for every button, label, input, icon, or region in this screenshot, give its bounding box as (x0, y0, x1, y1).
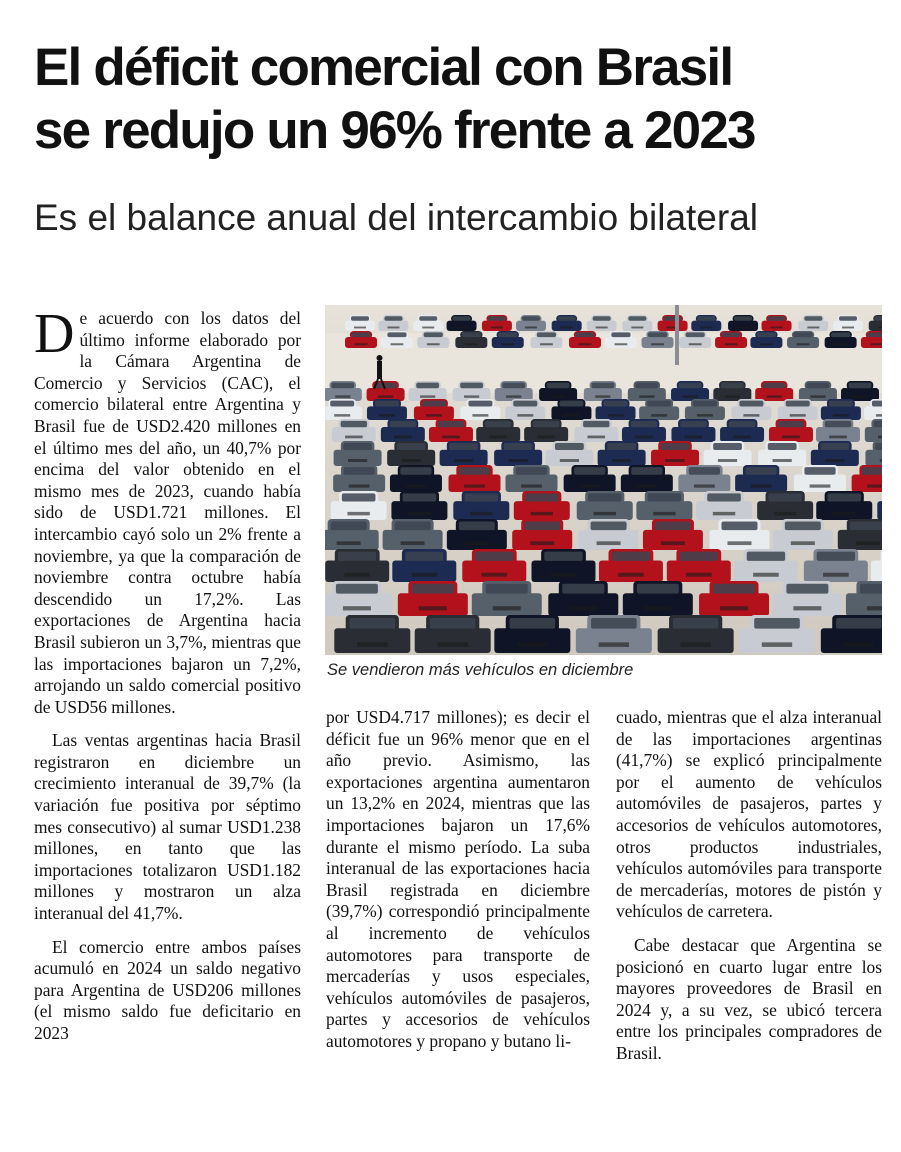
car-window (721, 383, 744, 389)
car-window (778, 421, 804, 427)
car-grille (521, 484, 542, 487)
car-window (839, 316, 857, 320)
car-window (338, 552, 376, 561)
car-window (747, 552, 785, 561)
car-grille (335, 395, 350, 397)
car-grille (871, 343, 882, 345)
car-grille (665, 459, 684, 462)
car-grille (579, 484, 600, 487)
car-grille (833, 414, 849, 417)
car-grille (465, 343, 478, 345)
headline-line-2: se redujo un 96% frente a 2023 (34, 101, 755, 160)
car-window (786, 401, 810, 407)
car-grille (774, 512, 796, 515)
car-grille (833, 512, 855, 515)
headline-line-1: El déficit comercial con Brasil (34, 38, 733, 97)
car-grille (355, 343, 368, 345)
car-grille (651, 343, 664, 345)
car-grille (491, 327, 503, 329)
car-grille (422, 327, 434, 329)
car-window (768, 493, 802, 501)
car-window (648, 493, 682, 501)
car-grille (689, 343, 702, 345)
car-window (648, 332, 667, 337)
car-window (344, 467, 375, 475)
car-grille (880, 459, 882, 462)
dropcap: D (34, 303, 75, 365)
car-window (785, 521, 821, 530)
paragraph-1 (34, 303, 301, 718)
car-window (689, 467, 720, 475)
car-grille (419, 606, 447, 610)
car-grille (408, 512, 430, 515)
car-grille (569, 606, 597, 610)
car-grille (334, 414, 350, 417)
car-window (860, 584, 882, 594)
car-grille (537, 436, 555, 439)
car-grille (753, 573, 779, 577)
car-grille (599, 642, 629, 647)
car-window (768, 316, 786, 320)
car-grille (481, 573, 507, 577)
car-window (836, 618, 882, 629)
car-window (374, 383, 397, 389)
cars-illustration (325, 305, 882, 655)
car-window (562, 584, 604, 594)
car-grille (635, 436, 653, 439)
car-grille (379, 414, 395, 417)
car-window (679, 383, 702, 389)
car-grille (426, 414, 442, 417)
headline (34, 36, 884, 162)
car-window (330, 401, 354, 407)
subheadline: Es el balance anual del intercambio bilateral (34, 197, 758, 238)
article-column-1 (34, 303, 301, 1045)
car-grille (456, 327, 468, 329)
car-grille (506, 395, 521, 397)
car-window (734, 316, 752, 320)
car-grille (725, 343, 738, 345)
car-grille (810, 395, 825, 397)
car-window (661, 443, 690, 450)
car-window (438, 421, 464, 427)
car-grille (402, 459, 421, 462)
car-grille (493, 606, 521, 610)
car-grille (713, 512, 735, 515)
car-grille (718, 459, 737, 462)
car-window (707, 493, 741, 501)
car-grille (878, 436, 882, 439)
car-grille (551, 395, 566, 397)
car-window (522, 316, 540, 320)
car-window (786, 584, 828, 594)
car-window (607, 443, 636, 450)
paragraph-6: Cabe destacar que Argentina se posicionó en cuarto lugar entre los mayores proveedores de Brasil en 2024 y, a su vez, se ubicó tercera entre los principales compradores de Brasil. (616, 934, 882, 1063)
car-grille (387, 327, 399, 329)
paragraph-4: por USD4.717 millones); es decir el déficit fue un 96% menor que en el año previo. Asimismo, las exportaciones argentina aumentaron un 13,2% en 2024, mientras que las importaciones bajaron un 17,6% durante el mismo período. La suba interanual de las exportaciones hacia Brasil registrada en diciembre (39,7%) correspondió principalmente al incremento de vehículos automotores para transporte de mercaderías y usos especiales, vehículos automóviles de pasajeros, partes y accesorios de vehículos automotores y propano y butano li- (326, 707, 590, 1051)
car-window (416, 383, 439, 389)
car-window (419, 316, 437, 320)
car-window (874, 421, 882, 427)
car-grille (737, 327, 749, 329)
car-window (875, 443, 882, 450)
car-window (591, 618, 637, 629)
car-grille (489, 436, 507, 439)
car-grille (773, 459, 792, 462)
car-grille (531, 512, 553, 515)
car-grille (823, 573, 849, 577)
car-window (459, 467, 490, 475)
article-column-2 (326, 707, 590, 1053)
car-window (739, 401, 763, 407)
car-window (637, 584, 679, 594)
car-grille (762, 642, 792, 647)
car-window (647, 401, 671, 407)
car-grille (560, 459, 579, 462)
car-window (405, 552, 443, 561)
car-window (593, 316, 611, 320)
car-window (611, 332, 630, 337)
car-window (547, 383, 570, 389)
car-window (504, 443, 533, 450)
car-window (430, 618, 476, 629)
car-window (768, 443, 797, 450)
car-window (862, 467, 882, 475)
car-window (746, 467, 777, 475)
car-grille (412, 573, 438, 577)
photo-caption: Se vendieron más vehículos en diciembre (327, 661, 634, 679)
car-window (680, 421, 706, 427)
car-grille (442, 436, 460, 439)
car-window (574, 467, 605, 475)
car-grille (694, 484, 715, 487)
car-grille (615, 343, 628, 345)
car-window (462, 332, 481, 337)
car-window (400, 467, 431, 475)
car-grille (653, 512, 675, 515)
car-window (544, 552, 582, 561)
car-grille (587, 436, 605, 439)
car-grille (472, 414, 488, 417)
car-window (424, 332, 443, 337)
car-window (693, 401, 717, 407)
car-window (516, 467, 547, 475)
car-window (591, 383, 614, 389)
car-grille (644, 606, 672, 610)
car-window (655, 521, 691, 530)
car-window (558, 316, 576, 320)
car-grille (551, 573, 577, 577)
car-grille (842, 327, 854, 329)
car-grille (354, 327, 366, 329)
car-grille (793, 606, 821, 610)
car-window (850, 521, 882, 530)
car-grille (501, 343, 514, 345)
car-window (804, 467, 835, 475)
car-grille (636, 484, 657, 487)
car-grille (767, 395, 782, 397)
car-window (575, 332, 594, 337)
car-window (510, 618, 556, 629)
car-window (351, 332, 370, 337)
car-grille (438, 642, 468, 647)
car-grille (612, 459, 631, 462)
car-grille (540, 343, 553, 345)
car-window (488, 316, 506, 320)
car-window (453, 316, 471, 320)
car-window (351, 316, 369, 320)
car-grille (378, 395, 393, 397)
car-grille (700, 327, 712, 329)
car-grille (810, 484, 831, 487)
car-grille (596, 327, 608, 329)
car-window (412, 584, 454, 594)
car-window (375, 401, 399, 407)
car-window (793, 332, 812, 337)
car-window (525, 493, 559, 501)
car-grille (733, 436, 751, 439)
car-grille (563, 414, 579, 417)
car-grille (790, 414, 806, 417)
car-grille (344, 573, 370, 577)
car-window (849, 383, 872, 389)
car-window (817, 552, 855, 561)
car-window (533, 421, 559, 427)
car-window (449, 443, 478, 450)
car-grille (771, 327, 783, 329)
car-window (397, 443, 426, 450)
car-grille (579, 343, 592, 345)
car-window (465, 493, 499, 501)
car-grille (454, 459, 473, 462)
car-grille (867, 484, 882, 487)
car-window (468, 401, 492, 407)
car-grille (807, 327, 819, 329)
car-window (422, 401, 446, 407)
car-window (757, 332, 776, 337)
car-grille (357, 642, 387, 647)
car-window (486, 584, 528, 594)
car-grille (608, 414, 624, 417)
car-grille (348, 459, 367, 462)
car-grille (394, 436, 412, 439)
car-window (343, 443, 372, 450)
car-grille (876, 414, 882, 417)
paragraph-5: cuado, mientras que el alza interanual de las importaciones argentinas (41,7%) se explicó principalmente por el aumento de vehículos automóviles de pasajeros, partes y accesorios de vehículos automotores, otros productos industriales, vehículos automóviles para transporte de mercaderías, motores de pistón y vehículos de carretera. (616, 707, 882, 922)
car-window (680, 552, 718, 561)
car-grille (797, 343, 810, 345)
car-window (686, 332, 705, 337)
car-window (827, 493, 861, 501)
car-body (871, 561, 882, 582)
car-grille (595, 395, 610, 397)
car-window (807, 383, 830, 389)
car-grille (464, 395, 479, 397)
car-window (395, 521, 431, 530)
car-grille (406, 484, 427, 487)
car-window (537, 332, 556, 337)
car-grille (401, 541, 425, 545)
car-grille (525, 327, 537, 329)
car-grille (427, 343, 440, 345)
car-window (804, 316, 822, 320)
car-window (872, 401, 882, 407)
car-window (631, 421, 657, 427)
car-grille (465, 541, 489, 545)
car-grille (760, 343, 773, 345)
car-window (331, 383, 354, 389)
car-grille (856, 541, 880, 545)
car-grille (720, 606, 748, 610)
car-window (331, 521, 367, 530)
car-grille (561, 327, 573, 329)
car-window (475, 552, 513, 561)
car-grille (343, 606, 371, 610)
paragraph-2: Las ventas argentinas hacia Brasil registraron en diciembre un crecimiento interanual de 39,7% (la variación fue positiva por séptimo mes consecutivo) al sumar USD1.238 millones, en tanto que las importaciones totalizaron USD1.182 millones y mostraron un alza interanual del 41,7%. (34, 730, 301, 924)
car-grille (639, 395, 654, 397)
car-grille (829, 436, 847, 439)
car-window (875, 316, 882, 320)
parking-lot-cars-photo (325, 305, 882, 655)
car-window (825, 421, 851, 427)
car-grille (834, 343, 847, 345)
car-grille (631, 327, 643, 329)
car-window (384, 316, 402, 320)
car-window (754, 618, 800, 629)
car-window (341, 421, 367, 427)
car-grille (685, 436, 703, 439)
car-window (721, 332, 740, 337)
car-grille (743, 414, 759, 417)
car-grille (594, 512, 616, 515)
car-window (583, 421, 609, 427)
car-grille (680, 642, 710, 647)
car-window (349, 618, 395, 629)
car-window (867, 332, 882, 337)
car-grille (782, 436, 800, 439)
car-grille (337, 541, 361, 545)
car-grille (420, 395, 435, 397)
car-window (820, 443, 849, 450)
car-window (831, 332, 850, 337)
car-window (524, 521, 560, 530)
car-grille (597, 541, 621, 545)
car-grille (686, 573, 712, 577)
car-grille (852, 395, 867, 397)
car-window (460, 383, 483, 389)
car-grille (517, 642, 547, 647)
car-grille (651, 414, 667, 417)
car-window (604, 401, 628, 407)
car-grille (509, 459, 528, 462)
car-grille (618, 573, 644, 577)
car-grille (725, 395, 740, 397)
car-grille (867, 606, 882, 610)
car-grille (530, 541, 554, 545)
car-grille (682, 395, 697, 397)
car-window (722, 521, 758, 530)
car-window (459, 521, 495, 530)
car-window (612, 552, 650, 561)
article-column-3 (616, 707, 882, 1065)
car-grille (697, 414, 713, 417)
car-grille (517, 414, 533, 417)
car-window (697, 316, 715, 320)
car-window (591, 521, 627, 530)
car-window (713, 443, 742, 450)
car-window (673, 618, 719, 629)
car-window (729, 421, 755, 427)
car-window (336, 584, 378, 594)
car-window (763, 383, 786, 389)
car-grille (345, 436, 363, 439)
car-window (403, 493, 437, 501)
car-grille (728, 541, 752, 545)
car-window (342, 493, 376, 501)
car-window (559, 401, 583, 407)
car-grille (791, 541, 815, 545)
car-window (485, 421, 511, 427)
car-window (498, 332, 517, 337)
car-grille (661, 541, 685, 545)
car-grille (349, 484, 370, 487)
car-window (390, 421, 416, 427)
car-window (513, 401, 537, 407)
car-grille (751, 484, 772, 487)
car-window (387, 332, 406, 337)
paragraph-1-text: e acuerdo con los datos del último informe elaborado por la Cámara Argentina de Comercio y Servicios (CAC), el comercio bilateral entre Argentina y Brasil fue de USD2.420 millones en el último mes del año, un 40,7% por encima del valor obtenido en el mismo mes de 2023, cuando había sido de USD1.721 millones. El intercambio cayó solo un 2% frente a noviembre, ya que la comparación de noviembre contra octubre había descendido un 17,2%. Las exportaciones de Argentina hacia Brasil subieron un 3,7%, mientras que las importaciones bajaron un 7,2%, arrojando un saldo comercial positivo de USD56 millones. (34, 308, 301, 717)
car-window (555, 443, 584, 450)
car-window (713, 584, 755, 594)
car-grille (825, 459, 844, 462)
car-window (628, 316, 646, 320)
car-window (502, 383, 525, 389)
car-grille (470, 512, 492, 515)
car-grille (878, 327, 882, 329)
car-grille (464, 484, 485, 487)
car-window (631, 467, 662, 475)
car-grille (347, 512, 369, 515)
car-grille (391, 343, 404, 345)
car-body (877, 501, 882, 520)
car-window (829, 401, 853, 407)
car-window (635, 383, 658, 389)
car-window (588, 493, 622, 501)
car-grille (844, 642, 874, 647)
paragraph-3: El comercio entre ambos países acumuló en 2024 un saldo negativo para Argentina de USD206 millones (el mismo saldo fue deficitario en 2023 (34, 936, 301, 1043)
